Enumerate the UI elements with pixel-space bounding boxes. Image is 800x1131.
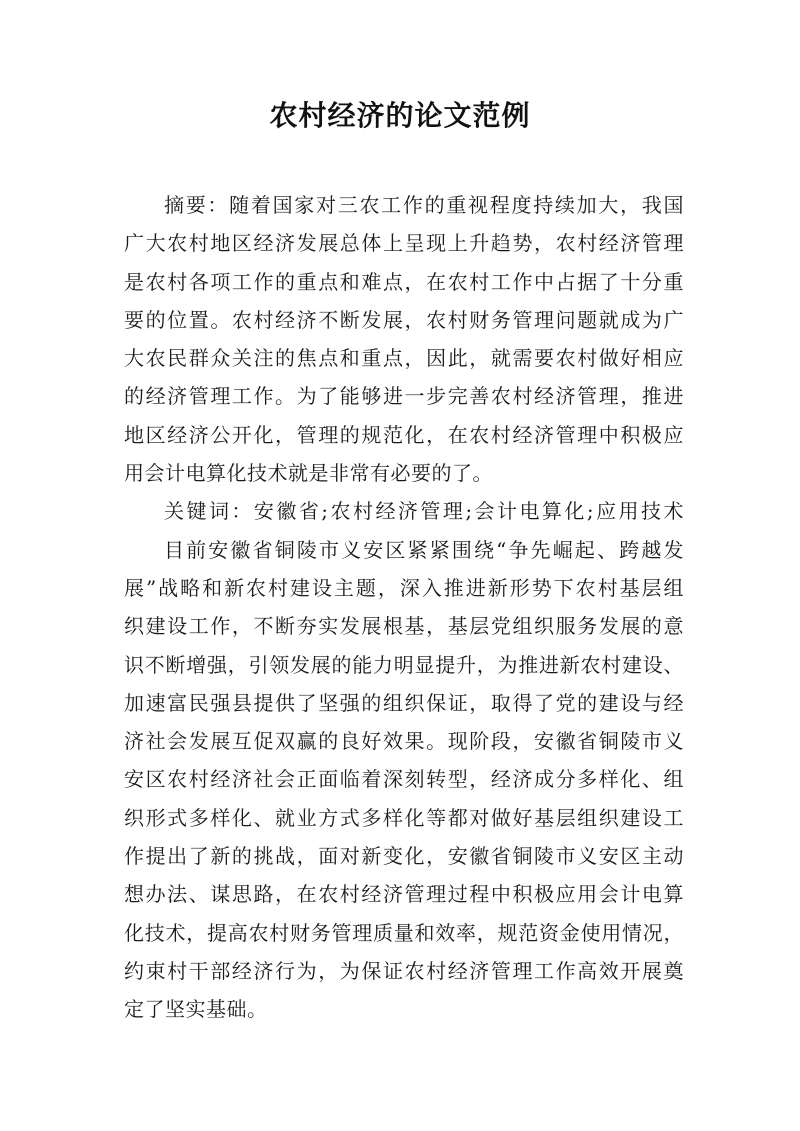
text-line: 要的位置。农村经济不断发展，农村财务管理问题就成为广 <box>124 307 684 332</box>
text-line: 安区农村经济社会正面临着深刻转型，经济成分多样化、组 <box>124 767 684 792</box>
document-body <box>124 186 684 1029</box>
text-line: 是农村各项工作的重点和难点，在农村工作中占据了十分重 <box>124 269 684 294</box>
text-line: 想办法、谋思路，在农村经济管理过程中积极应用会计电算 <box>124 882 684 907</box>
text-line: 约束村干部经济行为，为保证农村经济管理工作高效开展奠 <box>124 958 684 983</box>
text-line: 织建设工作，不断夯实发展根基，基层党组织服务发展的意 <box>124 614 684 639</box>
text-line: 摘要：随着国家对三农工作的重视程度持续加大，我国 <box>164 193 684 217</box>
text-line: 展”战略和新农村建设主题，深入推进新形势下农村基层组 <box>124 575 684 600</box>
text-line: 作提出了新的挑战，面对新变化，安徽省铜陵市义安区主动 <box>124 844 684 869</box>
text-line: 广大农村地区经济发展总体上呈现上升趋势，农村经济管理 <box>124 231 684 256</box>
text-line: 大农民群众关注的焦点和重点，因此，就需要农村做好相应 <box>124 346 684 371</box>
text-line: 化技术，提高农村财务管理质量和效率，规范资金使用情况， <box>124 920 684 945</box>
text-line: 用会计电算化技术就是非常有必要的了。 <box>124 461 493 486</box>
text-line: 地区经济公开化，管理的规范化，在农村经济管理中积极应 <box>124 422 684 447</box>
document-title: 农村经济的论文范例 <box>269 99 531 132</box>
text-line: 济社会发展互促双赢的良好效果。现阶段，安徽省铜陵市义 <box>124 729 684 754</box>
text-line: 关键词：安徽省;农村经济管理;会计电算化;应用技术 <box>164 499 684 524</box>
text-line: 目前安徽省铜陵市义安区紧紧围绕“争先崛起、跨越发 <box>164 537 684 562</box>
text-line: 的经济管理工作。为了能够进一步完善农村经济管理，推进 <box>124 384 684 409</box>
text-line: 加速富民强县提供了坚强的组织保证，取得了党的建设与经 <box>124 690 684 715</box>
text-line: 定了坚实基础。 <box>124 997 268 1022</box>
text-line: 识不断增强，引领发展的能力明显提升，为推进新农村建设、 <box>124 652 684 677</box>
text-line: 织形式多样化、就业方式多样化等都对做好基层组织建设工 <box>124 805 684 830</box>
